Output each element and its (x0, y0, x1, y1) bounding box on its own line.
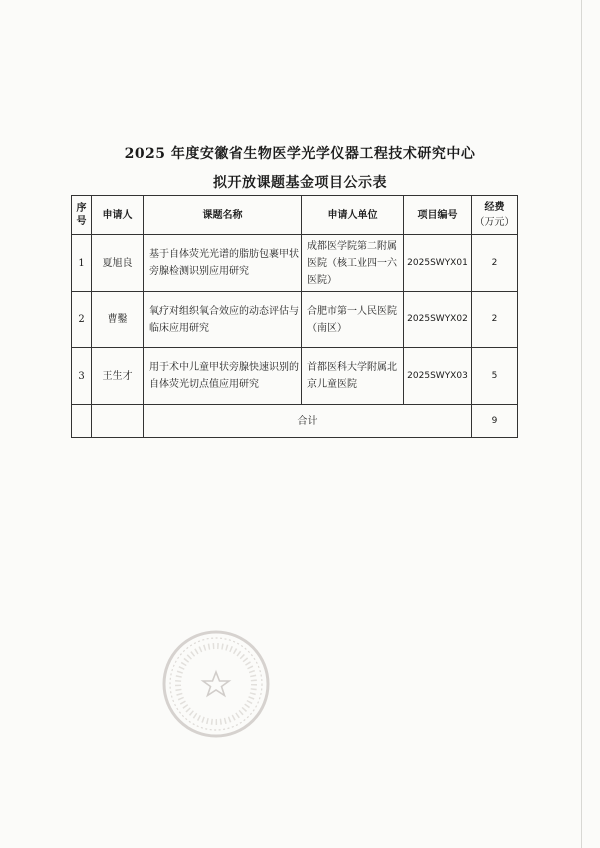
cell-index: 2 (72, 292, 92, 348)
cell-empty (92, 405, 144, 438)
header-project-name: 课题名称 (144, 196, 302, 235)
cell-project-name: 基于自体荧光光谱的脂肪包裹甲状旁腺检测识别应用研究 (144, 235, 302, 292)
cell-funding: 2 (472, 292, 518, 348)
table-header-row (72, 196, 518, 235)
cell-funding: 5 (472, 348, 518, 405)
total-value: 9 (472, 405, 518, 438)
cell-index: 3 (72, 348, 92, 405)
cell-index: 1 (72, 235, 92, 292)
official-seal-icon (160, 628, 272, 740)
page-edge (581, 0, 582, 848)
table-row (72, 348, 518, 405)
cell-applicant: 王生才 (92, 348, 144, 405)
header-institution: 申请人单位 (302, 196, 404, 235)
cell-empty (72, 405, 92, 438)
cell-project-name: 氧疗对组织氧合效应的动态评估与临床应用研究 (144, 292, 302, 348)
header-funding (472, 196, 518, 235)
cell-institution: 合肥市第一人民医院（南区） (302, 292, 404, 348)
project-table (71, 195, 518, 438)
header-funding-line2: （万元） (474, 217, 515, 228)
document-title: 2025 年度安徽省生物医学光学仪器工程技术研究中心 (124, 146, 476, 162)
cell-applicant: 夏旭良 (92, 235, 144, 292)
total-label: 合计 (144, 405, 472, 438)
header-index: 序号 (72, 196, 92, 235)
header-funding-line1: 经费 (484, 202, 505, 213)
cell-project-code: 2025SWYX01 (404, 235, 472, 292)
cell-institution: 成都医学院第二附属医院（核工业四一六医院） (302, 235, 404, 292)
cell-project-name: 用于术中儿童甲状旁腺快速识别的自体荧光切点值应用研究 (144, 348, 302, 405)
cell-funding: 2 (472, 235, 518, 292)
header-project-code: 项目编号 (404, 196, 472, 235)
cell-applicant: 曹鑿 (92, 292, 144, 348)
cell-project-code: 2025SWYX02 (404, 292, 472, 348)
document-subtitle: 拟开放课题基金项目公示表 (213, 175, 387, 191)
table-total-row (72, 405, 518, 438)
cell-project-code: 2025SWYX03 (404, 348, 472, 405)
cell-institution: 首都医科大学附属北京儿童医院 (302, 348, 404, 405)
table-row (72, 292, 518, 348)
header-applicant: 申请人 (92, 196, 144, 235)
table-row (72, 235, 518, 292)
